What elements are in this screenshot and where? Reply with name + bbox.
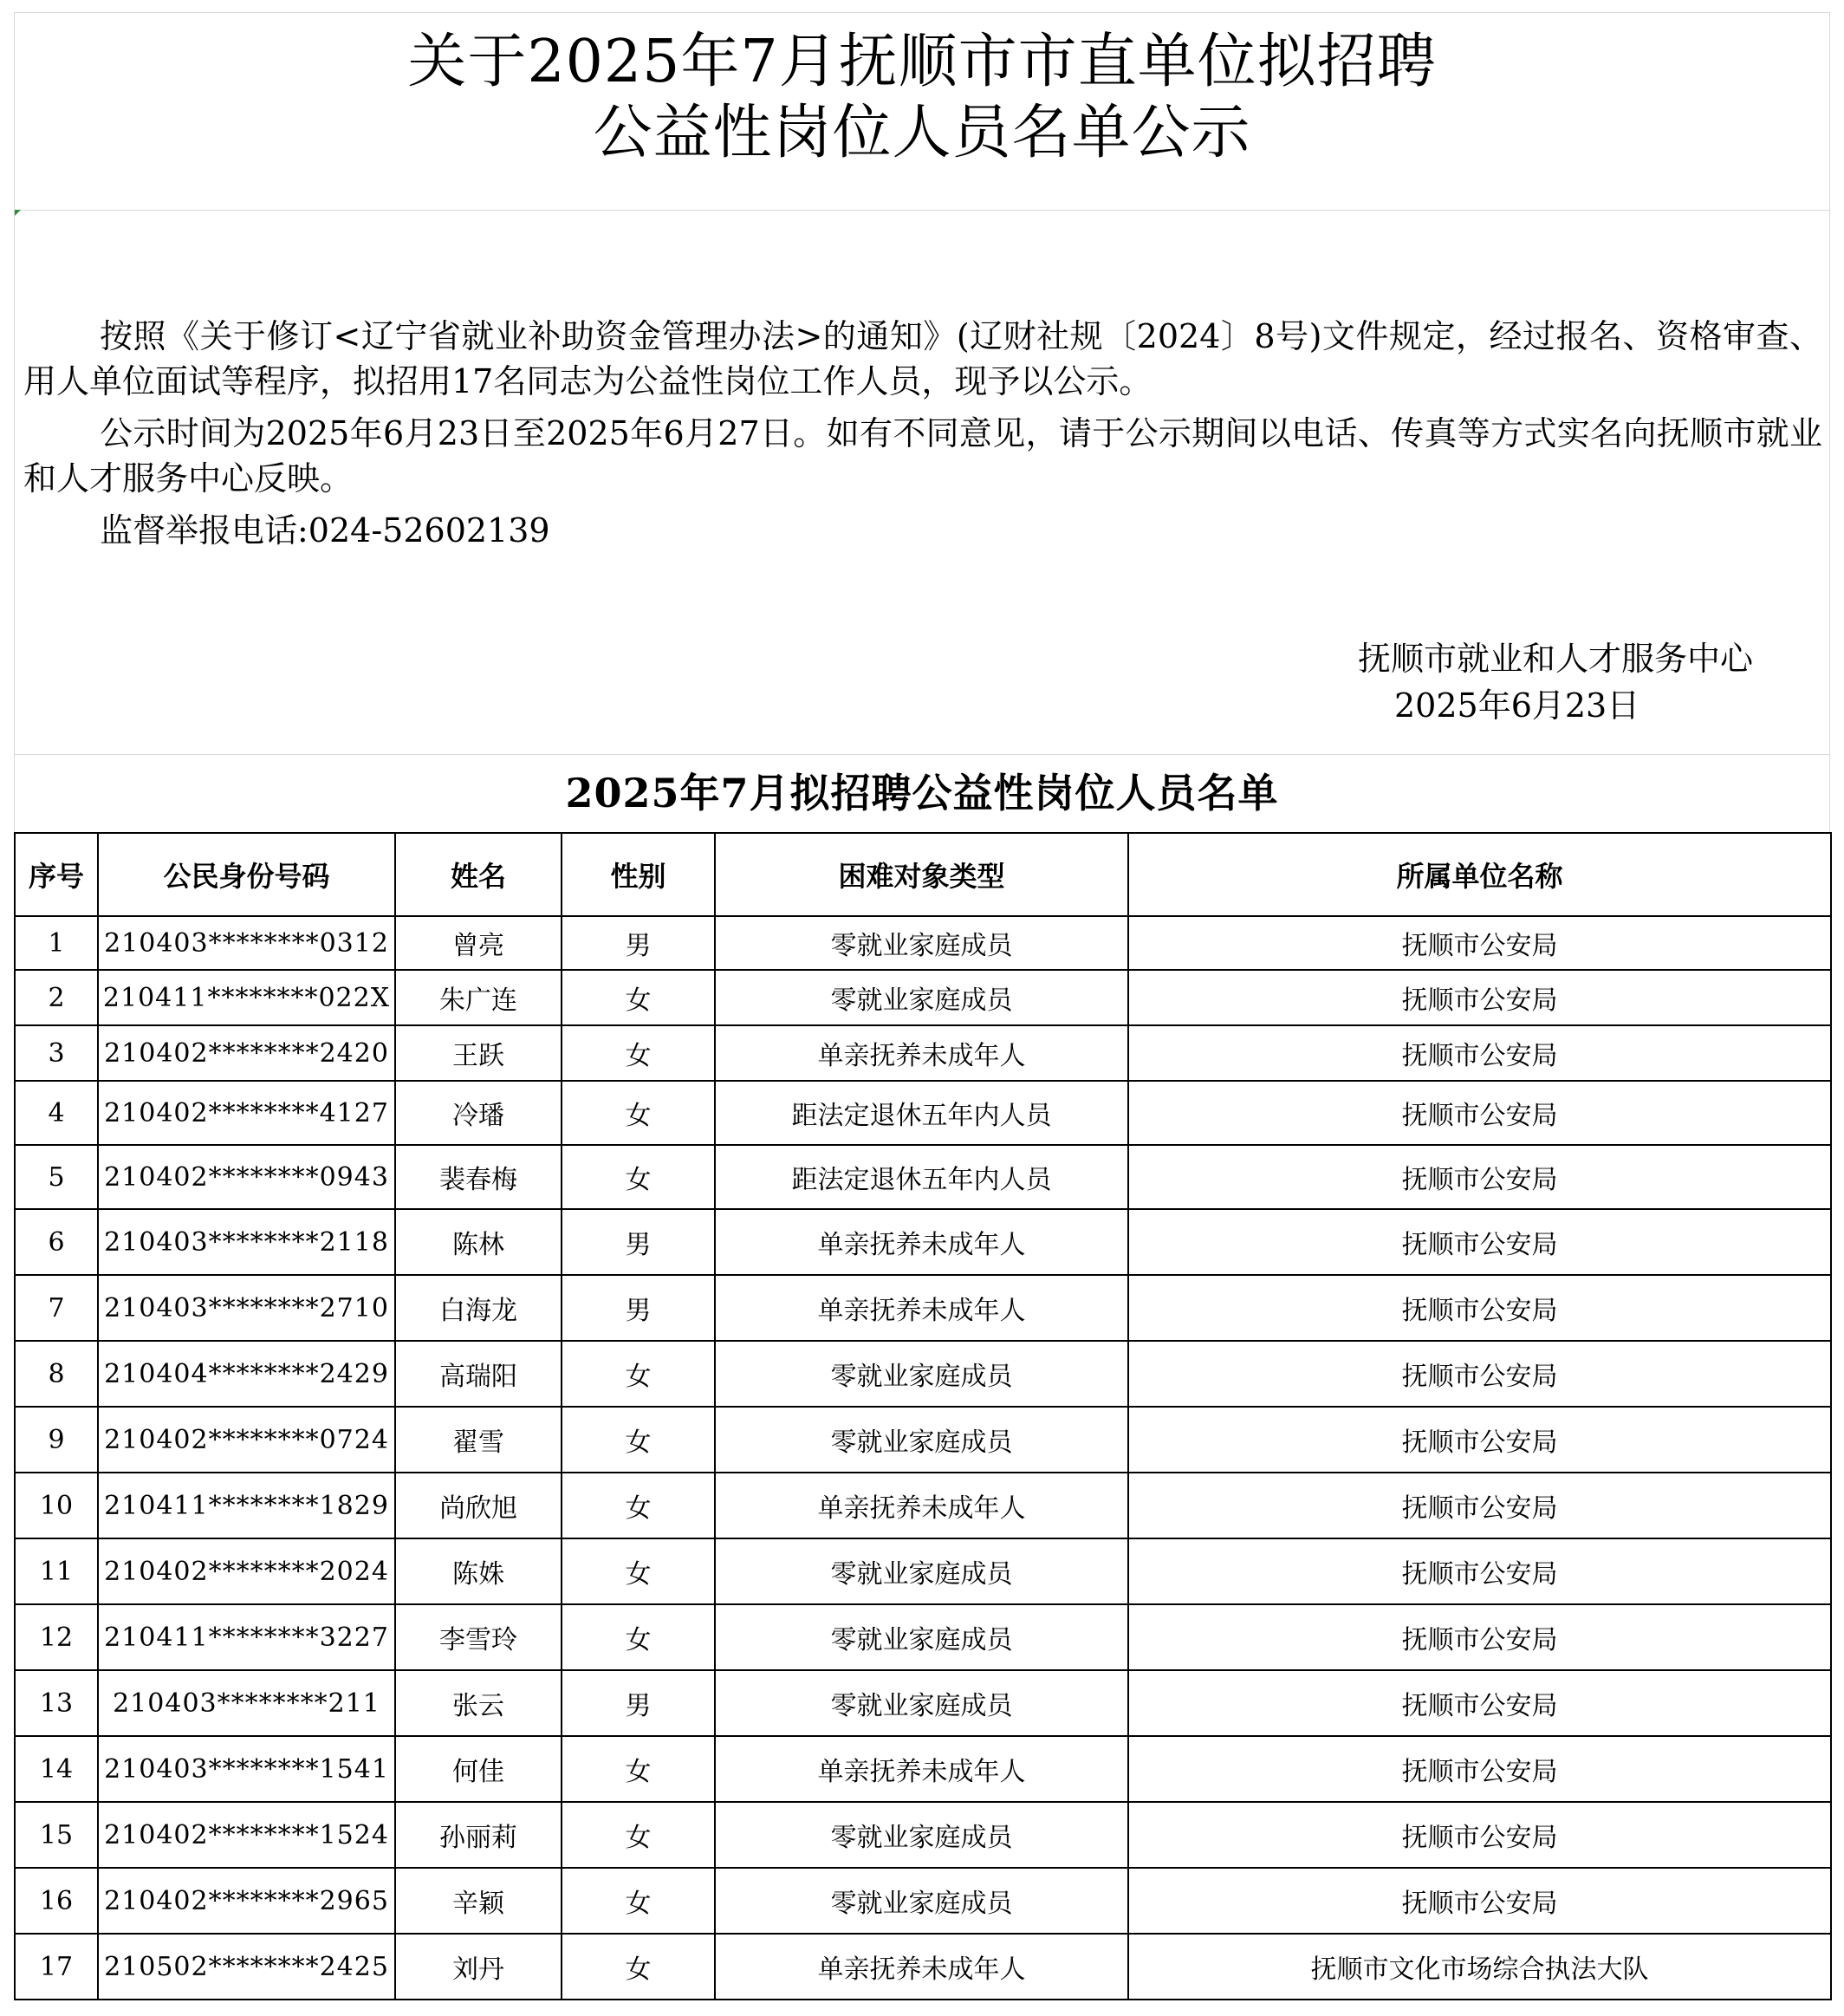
row-gender: 女	[562, 1025, 715, 1081]
row-gender: 女	[562, 1934, 715, 2000]
row-name: 王跃	[395, 1025, 562, 1081]
row-id-number: 210402********2024	[98, 1538, 395, 1604]
row-gender: 女	[562, 1407, 715, 1473]
row-employer: 抚顺市公安局	[1128, 916, 1831, 970]
row-id-number: 210411********1829	[98, 1473, 395, 1538]
row-name: 尚欣旭	[395, 1473, 562, 1538]
row-employer: 抚顺市公安局	[1128, 1145, 1831, 1209]
row-id-number: 210402********1524	[98, 1802, 395, 1868]
table-row	[15, 1025, 1831, 1081]
row-index: 3	[15, 1025, 98, 1081]
row-id-number: 210411********022X	[98, 970, 395, 1025]
row-hardship-type: 单亲抚养未成年人	[715, 1209, 1128, 1275]
row-index: 5	[15, 1145, 98, 1209]
row-hardship-type: 零就业家庭成员	[715, 1670, 1128, 1736]
row-hardship-type: 单亲抚养未成年人	[715, 1275, 1128, 1341]
row-id-number: 210403********2118	[98, 1209, 395, 1275]
row-name: 曾亮	[395, 916, 562, 970]
header-gender: 性别	[562, 833, 715, 916]
row-index: 10	[15, 1473, 98, 1538]
row-hardship-type: 零就业家庭成员	[715, 970, 1128, 1025]
row-gender: 男	[562, 916, 715, 970]
row-employer: 抚顺市公安局	[1128, 1868, 1831, 1934]
row-id-number: 210411********3227	[98, 1604, 395, 1670]
row-name: 翟雪	[395, 1407, 562, 1473]
row-hardship-type: 距法定退休五年内人员	[715, 1145, 1128, 1209]
row-index: 7	[15, 1275, 98, 1341]
table-row	[15, 1341, 1831, 1407]
row-id-number: 210403********1541	[98, 1736, 395, 1802]
list-title: 2025年7月拟招聘公益性岗位人员名单	[565, 770, 1279, 816]
row-gender: 女	[562, 1802, 715, 1868]
row-id-number: 210402********4127	[98, 1081, 395, 1145]
row-name: 孙丽莉	[395, 1802, 562, 1868]
table-row	[15, 1209, 1831, 1275]
row-gender: 女	[562, 1145, 715, 1209]
row-index: 1	[15, 916, 98, 970]
row-id-number: 210403********0312	[98, 916, 395, 970]
cell-comment-marker-icon	[15, 210, 21, 216]
table-row	[15, 1538, 1831, 1604]
row-gender: 女	[562, 1604, 715, 1670]
row-employer: 抚顺市公安局	[1128, 1604, 1831, 1670]
row-gender: 女	[562, 1868, 715, 1934]
row-employer: 抚顺市公安局	[1128, 1670, 1831, 1736]
row-hardship-type: 零就业家庭成员	[715, 1407, 1128, 1473]
title-block	[14, 12, 1830, 211]
table-row	[15, 1802, 1831, 1868]
row-employer: 抚顺市公安局	[1128, 1407, 1831, 1473]
row-employer: 抚顺市文化市场综合执法大队	[1128, 1934, 1831, 2000]
header-id-number: 公民身份号码	[98, 833, 395, 916]
notice-paragraph-2: 公示时间为2025年6月23日至2025年6月27日。如有不同意见，请于公示期间以电话、传真等方式实名向抚顺市就业和人才服务中心反映。	[23, 414, 1822, 497]
notice-body	[14, 210, 1830, 754]
row-gender: 女	[562, 1538, 715, 1604]
row-name: 陈林	[395, 1209, 562, 1275]
row-gender: 女	[562, 1473, 715, 1538]
document-title-line-1: 关于2025年7月抚顺市市直单位拟招聘	[407, 28, 1437, 96]
document-title-line-2: 公益性岗位人员名单公示	[593, 99, 1251, 167]
table-row	[15, 916, 1831, 970]
row-hardship-type: 零就业家庭成员	[715, 1341, 1128, 1407]
row-employer: 抚顺市公安局	[1128, 1209, 1831, 1275]
row-hardship-type: 单亲抚养未成年人	[715, 1473, 1128, 1538]
table-row	[15, 1670, 1831, 1736]
row-hardship-type: 单亲抚养未成年人	[715, 1934, 1128, 2000]
row-employer: 抚顺市公安局	[1128, 1275, 1831, 1341]
table-header-row	[15, 833, 1831, 916]
row-hardship-type: 零就业家庭成员	[715, 1868, 1128, 1934]
row-hardship-type: 零就业家庭成员	[715, 1604, 1128, 1670]
header-employer: 所属单位名称	[1128, 833, 1831, 916]
row-name: 刘丹	[395, 1934, 562, 2000]
list-title-block	[14, 754, 1830, 833]
notice-paragraph-1: 按照《关于修订<辽宁省就业补助资金管理办法>的通知》(辽财社规〔2024〕8号)文件规定，经过报名、资格审查、用人单位面试等程序，拟招用17名同志为公益性岗位工作人员，现予以公示。	[23, 317, 1822, 400]
table-row	[15, 1275, 1831, 1341]
table-body	[15, 916, 1831, 2000]
row-name: 冷璠	[395, 1081, 562, 1145]
table-row	[15, 970, 1831, 1025]
row-id-number: 210502********2425	[98, 1934, 395, 2000]
row-gender: 女	[562, 1341, 715, 1407]
candidate-table	[14, 832, 1832, 2000]
table-row	[15, 1081, 1831, 1145]
row-id-number: 210403********211	[98, 1670, 395, 1736]
row-gender: 男	[562, 1275, 715, 1341]
row-id-number: 210402********2965	[98, 1868, 395, 1934]
row-employer: 抚顺市公安局	[1128, 1473, 1831, 1538]
row-name: 陈姝	[395, 1538, 562, 1604]
table-row	[15, 1473, 1831, 1538]
row-hardship-type: 单亲抚养未成年人	[715, 1025, 1128, 1081]
row-hardship-type: 零就业家庭成员	[715, 916, 1128, 970]
row-id-number: 210402********0724	[98, 1407, 395, 1473]
row-index: 15	[15, 1802, 98, 1868]
row-hardship-type: 零就业家庭成员	[715, 1538, 1128, 1604]
row-gender: 女	[562, 1081, 715, 1145]
row-index: 2	[15, 970, 98, 1025]
row-index: 8	[15, 1341, 98, 1407]
signature-organization: 抚顺市就业和人才服务中心	[1357, 640, 1753, 678]
table-row	[15, 1604, 1831, 1670]
row-gender: 女	[562, 1736, 715, 1802]
row-index: 16	[15, 1868, 98, 1934]
row-gender: 女	[562, 970, 715, 1025]
row-index: 12	[15, 1604, 98, 1670]
row-employer: 抚顺市公安局	[1128, 1081, 1831, 1145]
row-name: 辛颖	[395, 1868, 562, 1934]
row-id-number: 210403********2710	[98, 1275, 395, 1341]
notice-paragraph-3: 监督举报电话:024-52602139	[100, 511, 550, 550]
header-hardship-type: 困难对象类型	[715, 833, 1128, 916]
row-name: 朱广连	[395, 970, 562, 1025]
row-employer: 抚顺市公安局	[1128, 1802, 1831, 1868]
table-row	[15, 1868, 1831, 1934]
row-employer: 抚顺市公安局	[1128, 1538, 1831, 1604]
row-name: 裴春梅	[395, 1145, 562, 1209]
row-name: 高瑞阳	[395, 1341, 562, 1407]
row-index: 9	[15, 1407, 98, 1473]
row-employer: 抚顺市公安局	[1128, 1736, 1831, 1802]
row-id-number: 210402********0943	[98, 1145, 395, 1209]
table-row	[15, 1736, 1831, 1802]
row-employer: 抚顺市公安局	[1128, 1025, 1831, 1081]
row-id-number: 210402********2420	[98, 1025, 395, 1081]
row-index: 17	[15, 1934, 98, 2000]
notice-document	[14, 12, 1830, 2004]
row-name: 白海龙	[395, 1275, 562, 1341]
row-name: 李雪玲	[395, 1604, 562, 1670]
row-hardship-type: 距法定退休五年内人员	[715, 1081, 1128, 1145]
row-index: 6	[15, 1209, 98, 1275]
row-employer: 抚顺市公安局	[1128, 970, 1831, 1025]
table-row	[15, 1407, 1831, 1473]
row-employer: 抚顺市公安局	[1128, 1341, 1831, 1407]
row-hardship-type: 单亲抚养未成年人	[715, 1736, 1128, 1802]
row-index: 13	[15, 1670, 98, 1736]
signature-date: 2025年6月23日	[1394, 686, 1640, 725]
row-index: 11	[15, 1538, 98, 1604]
table-row	[15, 1145, 1831, 1209]
header-index: 序号	[15, 833, 98, 916]
row-index: 14	[15, 1736, 98, 1802]
row-name: 何佳	[395, 1736, 562, 1802]
row-index: 4	[15, 1081, 98, 1145]
row-name: 张云	[395, 1670, 562, 1736]
row-gender: 男	[562, 1209, 715, 1275]
row-gender: 男	[562, 1670, 715, 1736]
row-id-number: 210404********2429	[98, 1341, 395, 1407]
table-row	[15, 1934, 1831, 2000]
row-hardship-type: 零就业家庭成员	[715, 1802, 1128, 1868]
header-name: 姓名	[395, 833, 562, 916]
